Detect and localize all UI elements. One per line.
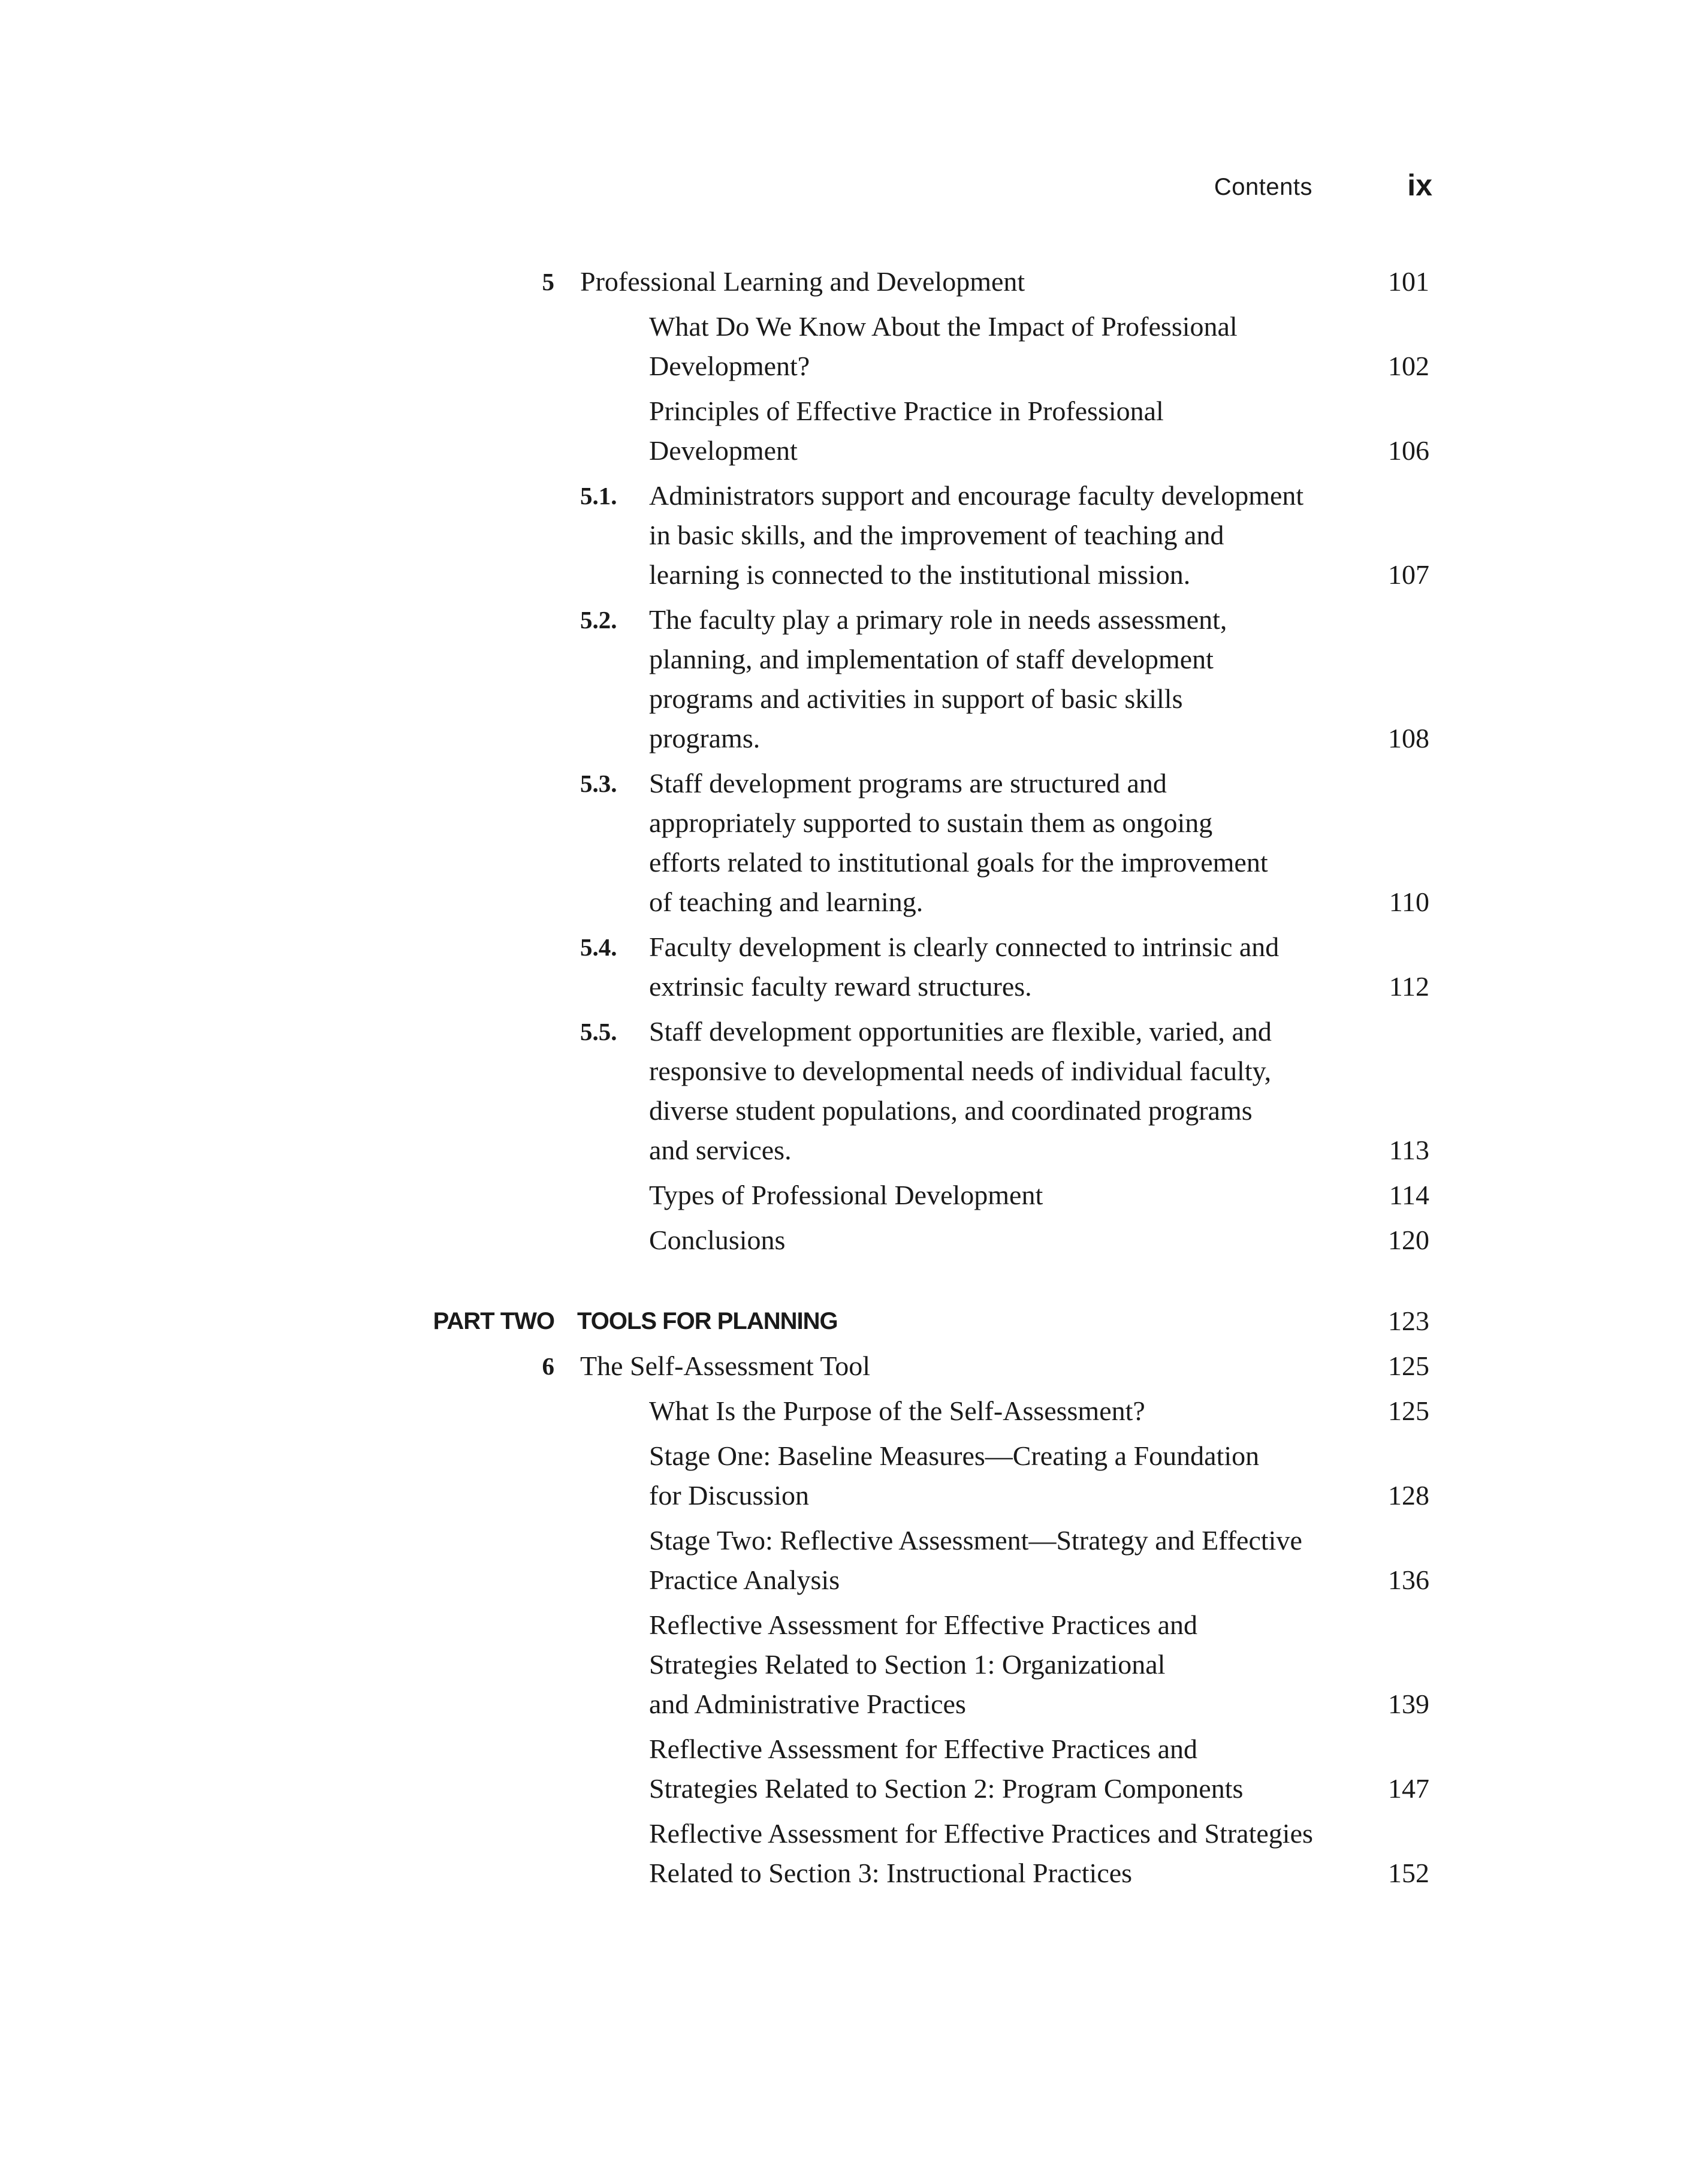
toc-entry[interactable] [0,1436,1708,1515]
entry-title: Reflective Assessment for Effective Practices and Strategies Related to Section 2: Program Components [649,1734,1244,1804]
toc-entry[interactable] [0,1814,1708,1893]
page-ref: 102 [1388,351,1429,381]
toc-entry[interactable] [0,927,1708,1006]
toc-chapter-entry[interactable] [0,1346,1708,1386]
entry-title: Staff development opportunities are flexible, varied, and responsive to developmental needs of individual faculty, diverse student populations, and coordinated programs and services. [649,1016,1272,1165]
page-ref: 106 [1388,435,1429,466]
section-number: 5.3. [580,770,617,797]
section-spacer [0,1265,1708,1301]
entry-title: Administrators support and encourage faculty development in basic skills, and the improvement of teaching and learning is connected to the institutional mission. [649,480,1304,590]
page-ref: 114 [1389,1180,1429,1210]
toc-entry[interactable] [0,1521,1708,1600]
toc-entry[interactable] [0,764,1708,922]
entry-title: Stage One: Baseline Measures—Creating a Foundation for Discussion [649,1440,1260,1511]
page-ref: 113 [1389,1135,1429,1165]
toc-entry[interactable] [0,1220,1708,1260]
part-label: PART TWO [433,1308,554,1334]
entry-title: Stage Two: Reflective Assessment—Strategy and Effective Practice Analysis [649,1525,1302,1595]
toc-entry[interactable] [0,476,1708,595]
toc-entry[interactable] [0,1729,1708,1809]
page-number: ix [1407,168,1432,202]
section-number: 5.4. [580,933,617,961]
toc-chapter-entry[interactable] [0,262,1708,302]
chapter-title: Professional Learning and Development [580,266,1025,297]
part-title: TOOLS FOR PLANNING [577,1308,838,1334]
chapter-number: 6 [542,1352,554,1380]
entry-title: Reflective Assessment for Effective Practices and Strategies Related to Section 1: Organizational and Administrative Practices [649,1610,1197,1719]
entry-title: Staff development programs are structured and appropriately supported to sustain them as ongoing efforts related to institutional goals for the improvement of teaching and learning. [649,768,1268,917]
running-header [0,168,1708,216]
entry-title: Principles of Effective Practice in Professional Development [649,396,1164,466]
page-ref: 136 [1388,1565,1429,1595]
section-number: 5.1. [580,482,617,510]
chapter-number: 5 [542,268,554,296]
entry-title: What Do We Know About the Impact of Professional Development? [649,311,1238,381]
toc-entry[interactable] [0,600,1708,758]
page-ref: 125 [1388,1396,1429,1426]
page-ref: 120 [1388,1225,1429,1255]
entry-title: The faculty play a primary role in needs assessment, planning, and implementation of staff development programs and activities in support of basic skills programs. [649,604,1227,754]
page-ref: 128 [1388,1480,1429,1511]
page-ref: 108 [1388,723,1429,754]
table-of-contents [0,262,1708,1898]
page-ref: 125 [1388,1351,1429,1381]
toc-entry[interactable] [0,1391,1708,1431]
page-ref: 110 [1389,887,1429,917]
page-ref: 112 [1389,971,1429,1002]
toc-part-entry[interactable] [0,1301,1708,1341]
section-number: 5.2. [580,606,617,634]
page-ref: 147 [1388,1773,1429,1804]
running-header-title: Contents [1214,174,1312,200]
chapter-title: The Self-Assessment Tool [580,1351,870,1381]
toc-entry[interactable] [0,1605,1708,1724]
page-ref: 139 [1388,1689,1429,1719]
toc-entry[interactable] [0,1012,1708,1170]
entry-title: What Is the Purpose of the Self-Assessment? [649,1396,1145,1426]
entry-title: Reflective Assessment for Effective Practices and Strategies Related to Section 3: Instructional Practices [649,1818,1313,1888]
toc-entry[interactable] [0,1176,1708,1215]
entry-title: Types of Professional Development [649,1180,1043,1210]
toc-entry[interactable] [0,307,1708,386]
section-number: 5.5. [580,1018,617,1045]
entry-title: Faculty development is clearly connected to intrinsic and extrinsic faculty reward structures. [649,932,1280,1002]
page-ref: 123 [1388,1306,1429,1336]
page-ref: 107 [1388,559,1429,590]
entry-title: Conclusions [649,1225,786,1255]
page-ref: 101 [1388,266,1429,297]
toc-entry[interactable] [0,391,1708,471]
page-ref: 152 [1388,1858,1429,1888]
